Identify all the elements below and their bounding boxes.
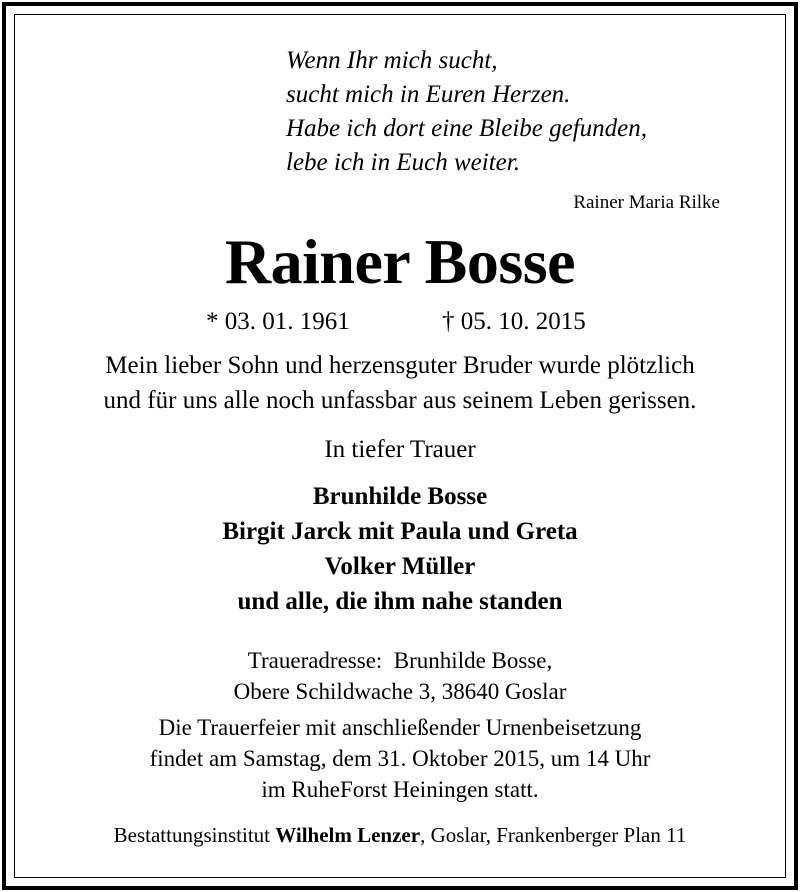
mourner-name: Birgit Jarck mit Paula und Greta xyxy=(222,518,578,545)
mourning-intro: In tiefer Trauer xyxy=(324,436,476,463)
funeral-home-name: Wilhelm Lenzer xyxy=(275,823,421,847)
obituary-message xyxy=(0,348,800,418)
mourner-name: Brunhilde Bosse xyxy=(312,483,488,510)
poem-line: Habe ich dort eine Bleibe gefunden, xyxy=(286,115,647,142)
poem-line: sucht mich in Euren Herzen. xyxy=(286,81,571,108)
message-line: und für uns alle noch unfassbar aus seinem Leben gerissen. xyxy=(103,387,697,414)
mourner-name: und alle, die ihm nahe standen xyxy=(237,588,563,615)
mourner-name: Volker Müller xyxy=(324,553,476,580)
birth-date: * 03. 01. 1961 xyxy=(206,308,350,335)
poem xyxy=(286,44,746,180)
address-line: Traueradresse: Brunhilde Bosse, xyxy=(247,648,553,673)
death-date: † 05. 10. 2015 xyxy=(442,308,586,335)
funeral-home xyxy=(0,820,800,850)
mourners-list xyxy=(0,479,800,619)
address-line: Obere Schildwache 3, 38640 Goslar xyxy=(233,679,567,704)
poem-line: lebe ich in Euch weiter. xyxy=(286,149,520,176)
funeral-home-location: , Goslar, Frankenberger Plan 11 xyxy=(420,823,687,847)
poem-author: Rainer Maria Rilke xyxy=(573,192,720,213)
poem-line: Wenn Ihr mich sucht, xyxy=(286,47,498,74)
message-line: Mein lieber Sohn und herzensguter Bruder wurde plötzlich xyxy=(105,352,695,379)
mourning-address xyxy=(0,645,800,707)
ceremony-line: findet am Samstag, dem 31. Oktober 2015, um 14 Uhr xyxy=(149,746,651,771)
ceremony-line: im RuheForst Heiningen statt. xyxy=(261,777,539,802)
ceremony-info xyxy=(0,712,800,805)
deceased-name: Rainer Bosse xyxy=(224,226,576,297)
funeral-home-prefix: Bestattungsinstitut xyxy=(113,823,270,847)
ceremony-line: Die Trauerfeier mit anschließender Urnenbeisetzung xyxy=(158,715,642,740)
